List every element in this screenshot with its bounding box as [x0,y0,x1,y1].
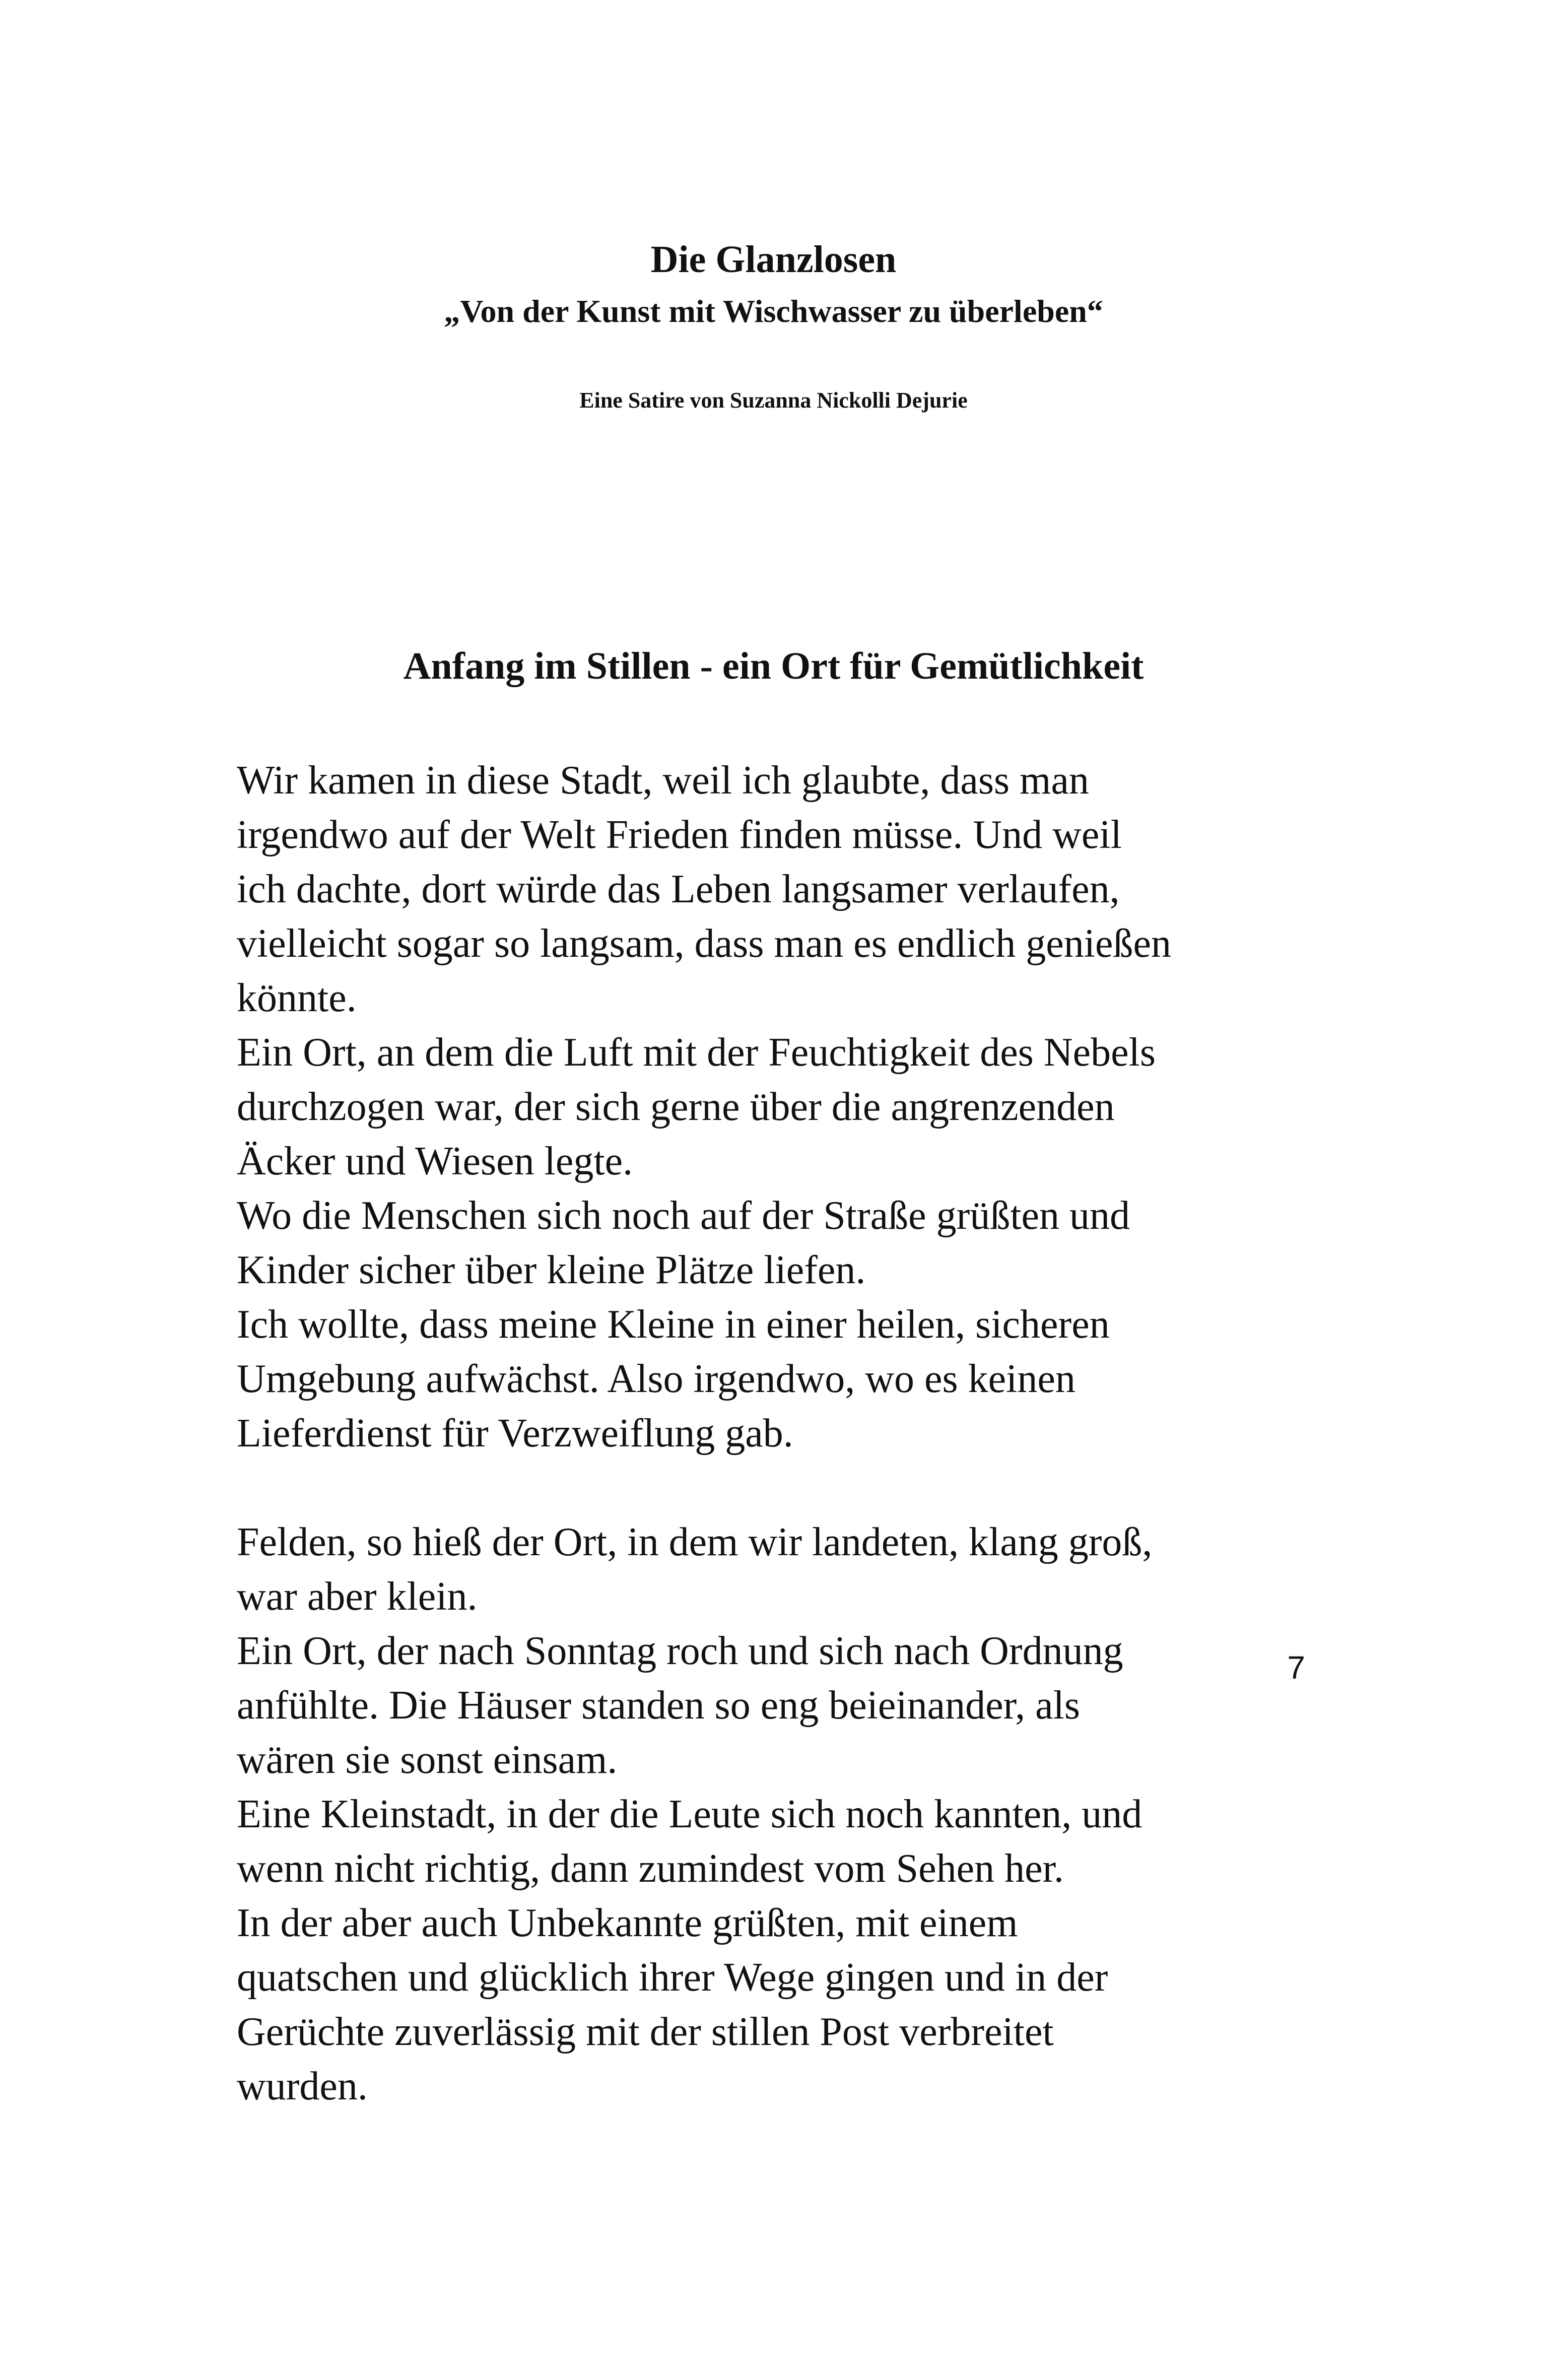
text-line: In der aber auch Unbekannte grüßten, mit einem [237,1901,1018,1945]
text-line: Ich wollte, dass meine Kleine in einer heilen, sicheren [237,1302,1110,1347]
text-line: anfühlte. Die Häuser standen so eng beieinander, als [237,1683,1080,1728]
text-line: Felden, so hieß der Ort, in dem wir landeten, klang groß, [237,1520,1153,1564]
text-line: Ein Ort, der nach Sonntag roch und sich nach Ordnung [237,1629,1123,1673]
book-subtitle: „Von der Kunst mit Wischwasser zu überleben“ [444,293,1103,329]
text-line: quatschen und glücklich ihrer Wege gingen und in der [237,1955,1108,2000]
text-line: könnte. [237,976,357,1020]
chapter-heading: Anfang im Stillen - ein Ort für Gemütlichkeit [403,645,1144,687]
paragraph-block [237,753,1315,1461]
text-line: vielleicht sogar so langsam, dass man es endlich genießen [237,921,1172,966]
text-line: Ein Ort, an dem die Luft mit der Feuchtigkeit des Nebels [237,1030,1156,1075]
text-line: durchzogen war, der sich gerne über die angrenzenden [237,1085,1115,1129]
text-line: Wo die Menschen sich noch auf der Straße grüßten und [237,1194,1130,1238]
text-line: ich dachte, dort würde das Leben langsamer verlaufen, [237,867,1120,911]
text-line: Wir kamen in diese Stadt, weil ich glaubte, dass man [237,758,1089,803]
author-byline: Eine Satire von Suzanna Nickolli Dejurie [579,388,968,413]
book-title: Die Glanzlosen [650,238,897,281]
text-line: Gerüchte zuverlässig mit der stillen Post verbreitet [237,2010,1054,2054]
page-number: 7 [1287,1649,1305,1686]
text-line: wurden. [237,2064,368,2108]
chapter-body [237,753,1315,2113]
text-line: Eine Kleinstadt, in der die Leute sich noch kannten, und [237,1792,1142,1836]
text-line: wären sie sonst einsam. [237,1738,618,1782]
text-line: wenn nicht richtig, dann zumindest vom Sehen her. [237,1846,1064,1891]
text-line: war aber klein. [237,1574,478,1619]
text-line: irgendwo auf der Welt Frieden finden müsse. Und weil [237,813,1122,857]
text-line: Lieferdienst für Verzweiflung gab. [237,1411,793,1456]
text-line: Umgebung aufwächst. Also irgendwo, wo es keinen [237,1357,1075,1401]
text-line: Kinder sicher über kleine Plätze liefen. [237,1248,866,1292]
text-line: Äcker und Wiesen legte. [237,1139,633,1183]
paragraph-block [237,1515,1315,2113]
